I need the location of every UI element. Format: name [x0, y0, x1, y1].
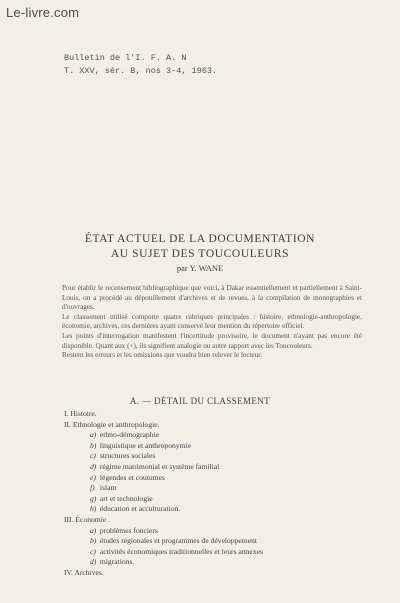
intro-paragraph: Pour établir le recensement bibliographique que voici, à Dakar essentiellement et partiellement à Saint-Louis, on a procédé au dépouillement d'archives et de revues, à la compilation de monographies et d'ouvrages. — [62, 284, 362, 312]
introduction — [62, 284, 362, 361]
subitem-letter: h) — [90, 504, 97, 514]
subitem-text: régime matrimonial et système familial — [98, 461, 220, 471]
subitem-text: migrations. — [98, 557, 135, 567]
subitem-letter: b) — [90, 536, 97, 546]
subitem-text: ethno-démographie — [98, 430, 159, 440]
classification-outline — [62, 409, 362, 579]
subitem-text: activités économiques traditionnelles et leurs annexes — [98, 546, 263, 556]
outline-subitem — [62, 451, 362, 462]
subitem-text: linguistique et anthroponymie — [98, 440, 192, 450]
outline-subitem — [62, 483, 362, 494]
document-title — [0, 232, 400, 262]
subitem-text: islam — [98, 483, 117, 493]
outline-subitem — [62, 536, 362, 547]
bulletin-name: Bulletin de l'I. F. A. N — [64, 53, 187, 63]
subitem-text: études régionales et programmes de développement — [98, 536, 257, 546]
subitem-text: art et technologie — [98, 493, 153, 503]
subitem-letter: f) — [90, 483, 95, 493]
subitem-letter: g) — [90, 493, 97, 503]
subitem-text: structures sociales — [98, 451, 156, 461]
outline-item: II. Ethnologie et anthropologie. — [64, 419, 160, 429]
bulletin-volume: T. XXV, sér. B, nos 3-4, 1963. — [64, 66, 218, 76]
outline-subitem — [62, 473, 362, 484]
outline-subitem — [62, 494, 362, 505]
subitem-letter: a) — [90, 430, 97, 440]
subitem-letter: d) — [90, 461, 97, 471]
outline-subitem — [62, 557, 362, 568]
intro-paragraph: Les points d'interrogation manifestent l'incertitude provisoire, le document n'ayant pas encore été disponible. Quant aux (+), ils signifient analogie ou autre rapport avec les Toucouleurs. — [62, 331, 362, 350]
subitem-text: éducation et acculturation. — [98, 504, 181, 514]
author-line: par Y. WANE — [176, 263, 224, 273]
outline-subitem — [62, 526, 362, 537]
outline-subitem — [62, 462, 362, 473]
intro-paragraph: Restent les erreurs et les omissions que voudra bien relever le lecteur. — [62, 351, 262, 360]
outline-item: I. Histoire. — [64, 409, 97, 418]
watermark: Le-livre.com — [6, 5, 80, 20]
bulletin-header — [64, 52, 217, 78]
title-line-2: AU SUJET DES TOUCOULEURS — [110, 248, 290, 260]
subitem-letter: c) — [90, 546, 96, 556]
subitem-letter: d) — [90, 557, 97, 567]
subitem-text: légendes et coutumes — [98, 472, 165, 482]
outline-subitem — [62, 441, 362, 452]
outline-subitem — [62, 547, 362, 558]
intro-paragraph: Le classement utilisé comporte quatre rubriques principales : histoire, ethnologie-anthropologie, économie, archives, ces dernières ayant conservé leur mention du répertoire officiel. — [62, 312, 362, 331]
title-line-1: ÉTAT ACTUEL DE LA DOCUMENTATION — [84, 233, 316, 245]
subitem-letter: a) — [90, 525, 97, 535]
outline-item: III. Économie . — [64, 514, 110, 524]
section-heading: A. — DÉTAIL DU CLASSEMENT — [129, 396, 271, 406]
outline-subitem — [62, 430, 362, 441]
subitem-letter: b) — [90, 440, 97, 450]
outline-subitem — [62, 504, 362, 515]
subitem-letter: e) — [90, 472, 96, 482]
subitem-letter: c) — [90, 451, 96, 461]
subitem-text: problèmes fonciers — [98, 525, 158, 535]
outline-item: IV. Archives. — [64, 567, 104, 577]
